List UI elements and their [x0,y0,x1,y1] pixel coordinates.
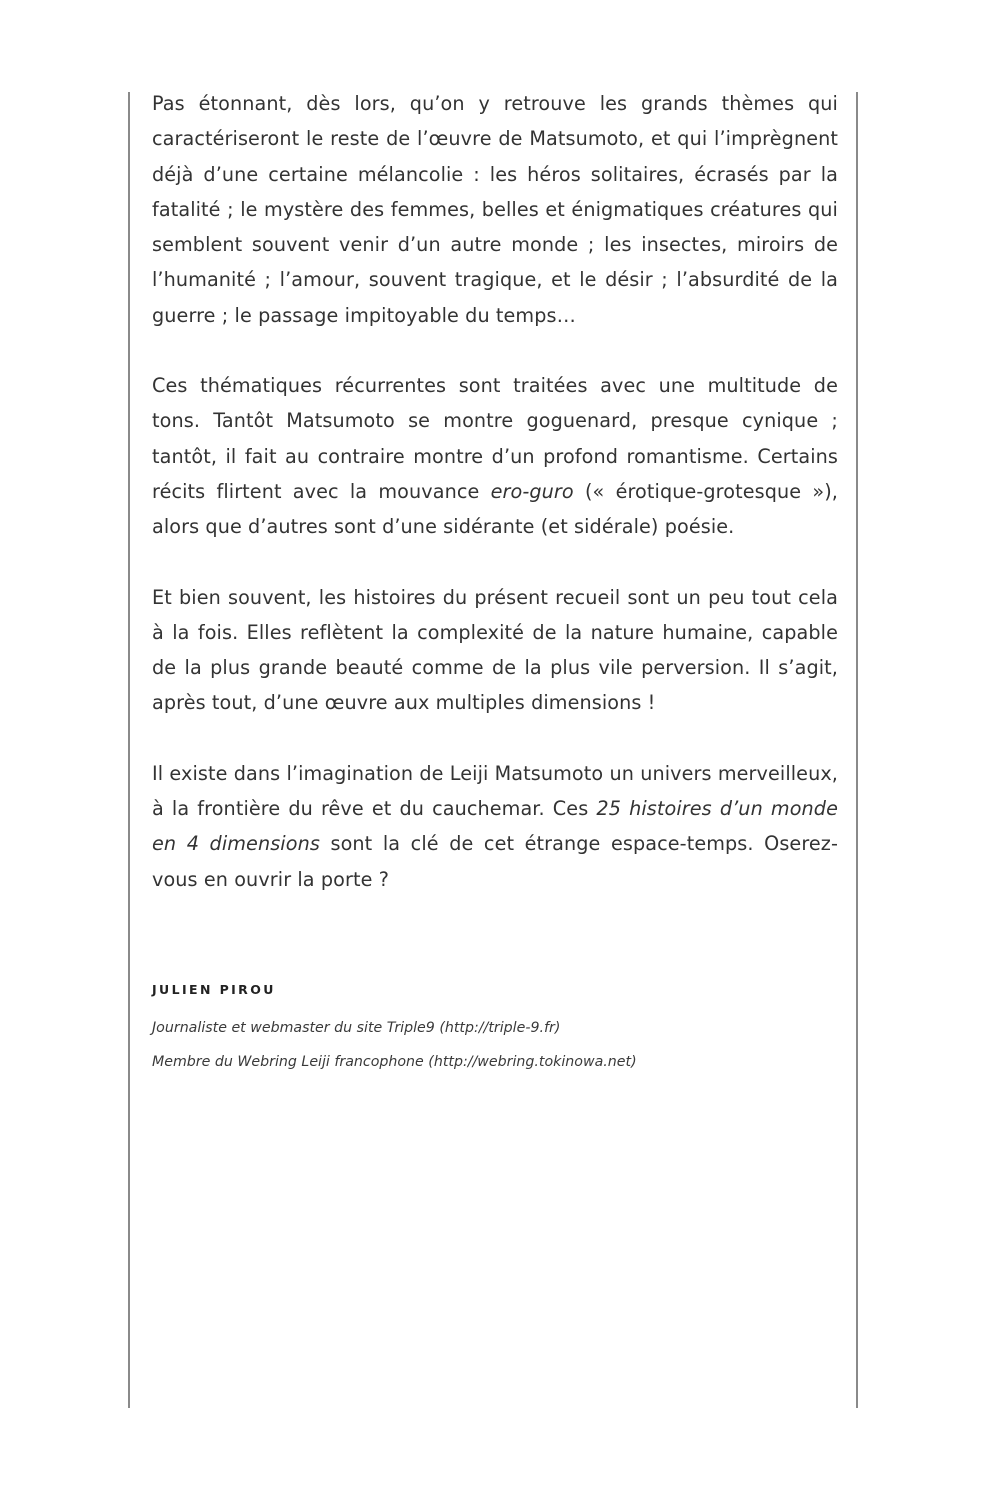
italic-book-title: 25 histoires d’un monde en 4 dimensions [152,797,838,856]
paragraph-themes [152,86,838,333]
author-name: JULIEN PIROU [152,981,276,997]
paragraph-segment: (« érotique-grotesque »), alors que d’autres sont d’une sidérante (et sidérale) poésie. [152,479,838,539]
paragraph-segment: Ces thématiques récurrentes sont traitées avec une multitude de tons. Tantôt Matsumoto se montre goguenard, presque cynique ; tantôt, il fait au contraire montre d’un profond romantisme. Certains récits flirtent avec la mouvance [152,374,838,503]
paragraph-segment: Et bien souvent, les histoires du présent recueil sont un peu tout cela à la fois. Elles reflètent la complexité de la nature humaine, capable de la plus grande beauté comme de la plus vile perversion. Il s’agit, après tout, d’une œuvre aux multiples dimensions ! [152,585,838,715]
paragraph-tones [152,368,838,544]
paragraph-segment: Pas étonnant, dès lors, qu’on y retrouve les grands thèmes qui caractériseront le reste de l’œuvre de Matsumoto, et qui l’imprègnent déjà d’une certaine mélancolie : les héros solitaires, écrasés par la fatalité ; le mystère des femmes, belles et énigmatiques créatures qui semblent souvent venir d’un autre monde ; les insectes, miroirs de l’humanité ; l’amour, souvent tragique, et le désir ; l’absurdité de la guerre ; le passage impitoyable du temps… [152,92,838,327]
left-margin-rule [128,92,130,1408]
page-body [152,86,838,1079]
author-role-journalist: Journaliste et webmaster du site Triple9 (http://triple-9.fr) [152,1019,561,1036]
signature-block [152,981,838,1079]
author-role-webring: Membre du Webring Leiji francophone (http://webring.tokinowa.net) [152,1053,637,1070]
paragraph-conclusion [152,756,838,897]
italic-term: ero-guro [490,479,574,503]
right-margin-rule [856,92,858,1408]
paragraph-segment: sont la clé de cet étrange espace-temps. Oserez-vous en ouvrir la porte ? [152,832,839,891]
paragraph-complexity [152,580,838,721]
paragraph-segment: Il existe dans l’imagination de Leiji Matsumoto un univers merveilleux, à la frontière du rêve et du cauchemar. Ces [152,761,838,821]
